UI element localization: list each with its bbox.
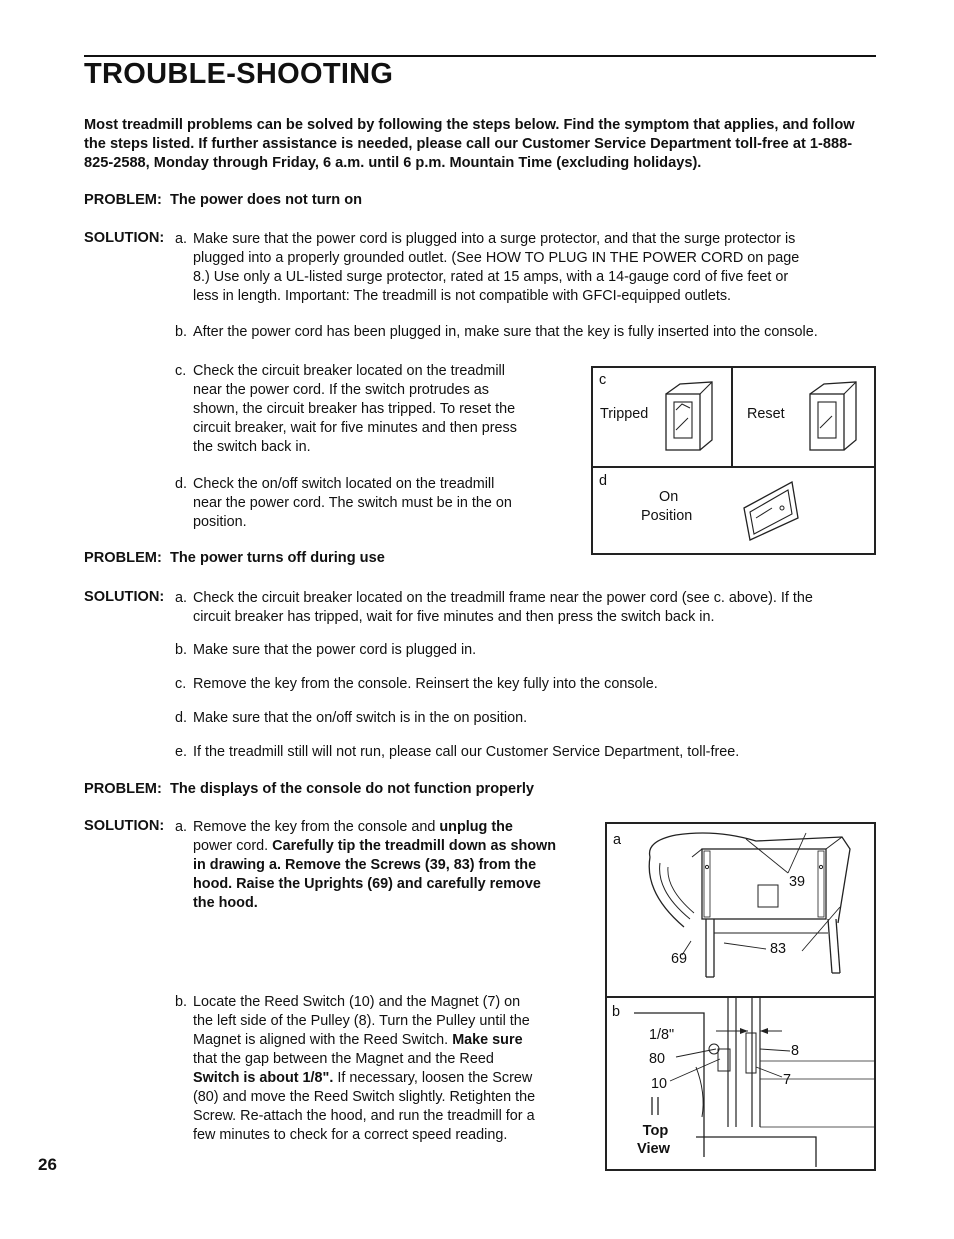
figure-d-letter: d — [599, 473, 608, 489]
step-line: Check the circuit breaker located on the treadmill — [193, 363, 505, 379]
step-letter: a. — [175, 590, 188, 606]
step-text — [193, 675, 658, 694]
title-rule — [84, 55, 876, 57]
step-1a — [175, 230, 875, 310]
problem-1-heading — [84, 192, 362, 208]
step-line: power cord. Carefully tip the treadmill down as shown — [193, 838, 557, 854]
step-letter: d. — [175, 710, 188, 726]
solution-1-label: SOLUTION: — [84, 230, 165, 246]
step-line: Make sure that the power cord is plugged in. — [193, 642, 477, 658]
solution-2-label: SOLUTION: — [84, 589, 165, 605]
step-line: Switch is about 1/8". If necessary, loosen the Screw — [193, 1070, 533, 1086]
page-title: TROUBLE-SHOOTING — [84, 58, 394, 90]
step-line: position. — [193, 514, 247, 530]
step-line: If the treadmill still will not run, please call our Customer Service Department, toll-free. — [193, 744, 740, 760]
step-3a — [175, 818, 585, 918]
step-line: Check the on/off switch located on the treadmill — [193, 476, 495, 492]
figure-a-callout-39: 39 — [789, 874, 806, 890]
figure-c-tripped-label: Tripped — [600, 406, 649, 422]
step-2b — [175, 641, 875, 661]
step-1c — [175, 362, 575, 462]
step-letter: d. — [175, 476, 188, 492]
step-line: shown, the circuit breaker has tripped. To reset the — [193, 401, 516, 417]
step-line: the switch back in. — [193, 439, 311, 455]
problem-1-label: PROBLEM: — [84, 192, 162, 208]
step-letter: a. — [175, 231, 188, 247]
step-text — [193, 230, 799, 306]
figure-b-callout-8: 8 — [791, 1043, 800, 1059]
problem-3-label: PROBLEM: — [84, 781, 162, 797]
figure-b-letter: b — [612, 1004, 621, 1020]
step-text — [193, 818, 556, 913]
figure-b-callout-80: 80 — [649, 1051, 666, 1067]
figure-a-callout-69: 69 — [671, 951, 688, 967]
step-2e — [175, 743, 875, 763]
step-line: Remove the key from the console and unplug the — [193, 819, 513, 835]
step-letter: b. — [175, 642, 188, 658]
step-letter: b. — [175, 324, 188, 340]
step-line: few minutes to check for a correct speed reading. — [193, 1127, 508, 1143]
step-line: Check the circuit breaker located on the treadmill frame near the power cord (see c. above). If the — [193, 590, 813, 606]
step-3b — [175, 993, 585, 1148]
figure-d-position-label: Position — [641, 508, 693, 524]
step-line: Remove the key from the console. Reinsert the key fully into the console. — [193, 676, 658, 692]
on-off-switch-icon — [742, 478, 802, 542]
figure-a-callout-83: 83 — [770, 941, 787, 957]
figure-c-divider — [731, 367, 733, 468]
problem-3-text: The displays of the console do not function properly — [169, 781, 535, 797]
step-line: the hood. — [193, 895, 258, 911]
figure-b-callout-10: 10 — [651, 1076, 668, 1092]
step-letter: b. — [175, 994, 188, 1010]
step-line: in drawing a. Remove the Screws (39, 83) from the — [193, 857, 537, 873]
step-letter: e. — [175, 744, 188, 760]
step-line: that the gap between the Magnet and the Reed — [193, 1051, 494, 1067]
figure-c-letter: c — [599, 372, 607, 388]
step-1d — [175, 475, 575, 535]
step-letter: c. — [175, 363, 187, 379]
figure-b-gap-label: 1/8" — [649, 1027, 675, 1043]
step-text — [193, 362, 517, 457]
step-text — [193, 589, 813, 627]
page-number: 26 — [38, 1155, 57, 1174]
figure-b-top-view-label — [637, 1122, 670, 1158]
step-2d — [175, 709, 875, 729]
figure-d-on-label: On — [659, 489, 679, 505]
step-line: Locate the Reed Switch (10) and the Magnet (7) on — [193, 994, 521, 1010]
step-2a — [175, 589, 875, 629]
figure-b-callout-7: 7 — [783, 1072, 792, 1088]
step-2c — [175, 675, 875, 695]
step-text — [193, 743, 739, 762]
step-line: (80) and move the Reed Switch slightly. Retighten the — [193, 1089, 536, 1105]
step-1b — [175, 323, 875, 343]
problem-2-text: The power turns off during use — [169, 550, 385, 566]
step-line: circuit breaker, wait for five minutes and then press — [193, 420, 517, 436]
step-line: near the power cord. If the switch protrudes as — [193, 382, 489, 398]
step-letter: c. — [175, 676, 187, 692]
step-text — [193, 641, 476, 660]
step-line: Make sure that the power cord is plugged into a surge protector, and that the surge protector is — [193, 231, 796, 247]
step-text — [193, 475, 512, 532]
figure-a-letter: a — [613, 832, 622, 848]
problem-1-text: The power does not turn on — [169, 192, 363, 208]
step-line: less in length. Important: The treadmill is not compatible with GFCI-equipped outlets. — [193, 288, 732, 304]
step-letter: a. — [175, 819, 188, 835]
figure-b-view-word: View — [637, 1141, 670, 1157]
step-line: circuit breaker has tripped, wait for five minutes and then press the switch back in. — [193, 609, 715, 625]
problem-3-heading — [84, 781, 534, 797]
step-text — [193, 323, 818, 342]
intro-paragraph: Most treadmill problems can be solved by following the steps below. Find the symptom that applies, and follow the steps listed. If further assistance is needed, please call our Customer Service Department toll-free at 1-888-825-2588, Monday through Friday, 6 a.m. until 6 p.m. Mountain Time (excluding holidays). — [84, 117, 855, 171]
step-line: hood. Raise the Uprights (69) and carefully remove — [193, 876, 541, 892]
step-line: After the power cord has been plugged in, make sure that the key is fully inserted into the console. — [193, 324, 818, 340]
reset-switch-icon — [808, 380, 858, 452]
figure-c-reset-label: Reset — [747, 406, 785, 422]
treadmill-tipped-drawing — [606, 823, 874, 995]
step-line: near the power cord. The switch must be in the on — [193, 495, 512, 511]
step-line: the left side of the Pulley (8). Turn the Pulley until the — [193, 1013, 530, 1029]
step-text — [193, 709, 527, 728]
step-line: Make sure that the on/off switch is in the on position. — [193, 710, 528, 726]
step-line: Screw. Re-attach the hood, and run the treadmill for a — [193, 1108, 535, 1124]
problem-2-heading — [84, 550, 385, 566]
step-line: 8.) Use only a UL-listed surge protector, rated at 15 amps, with a 14-gauge cord of five feet or — [193, 269, 789, 285]
step-line: plugged into a properly grounded outlet. (See HOW TO PLUG IN THE POWER CORD on page — [193, 250, 800, 266]
figure-b-top-word: Top — [642, 1123, 669, 1139]
step-text — [193, 993, 535, 1145]
figure-cd-divider — [592, 466, 875, 468]
step-line: Magnet is aligned with the Reed Switch. Make sure — [193, 1032, 523, 1048]
problem-2-label: PROBLEM: — [84, 550, 162, 566]
tripped-switch-icon — [664, 380, 714, 452]
solution-3-label: SOLUTION: — [84, 818, 165, 834]
